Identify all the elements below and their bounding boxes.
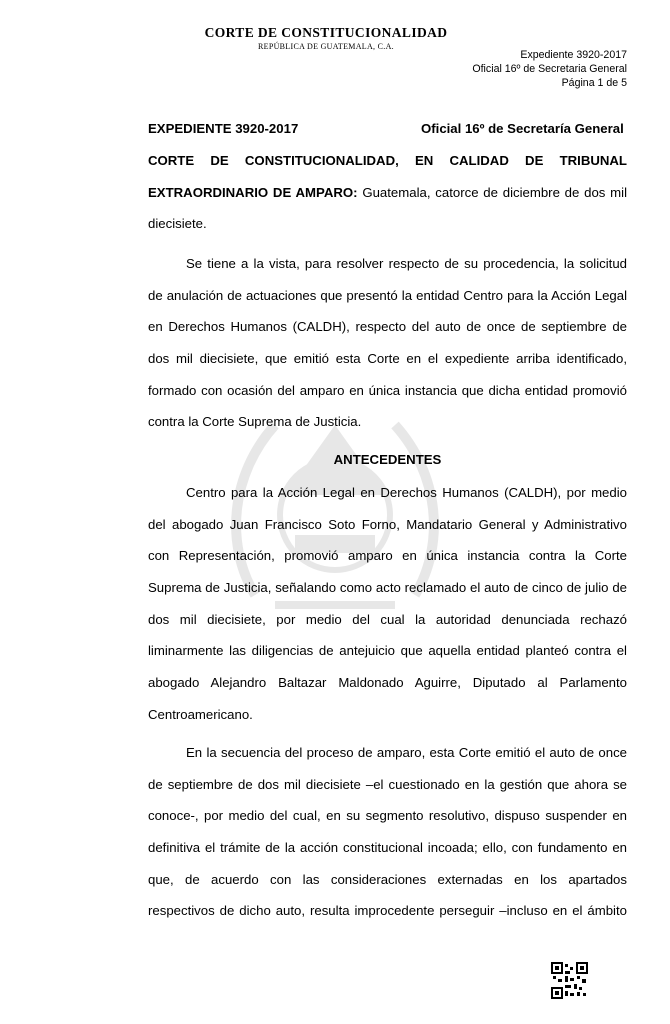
text-line: liminarmente las diligencias de antejuicio que aquella entidad planteó contra el bbox=[148, 643, 627, 659]
text-line: dos mil diecisiete, que emitió esta Corte en el expediente arriba identificado, bbox=[148, 351, 627, 367]
qr-code-icon[interactable] bbox=[551, 962, 588, 999]
text-line: Suprema de Justicia, señalando como acto reclamado el auto de cinco de julio de bbox=[148, 580, 627, 596]
section-title: ANTECEDENTES bbox=[333, 452, 442, 467]
expediente-number: Expediente 3920-2017 bbox=[520, 49, 627, 61]
text-line: con Representación, promovió amparo en única instancia contra la Corte bbox=[148, 548, 627, 564]
intro-rest: Guatemala, catorce de diciembre de dos mil bbox=[357, 184, 627, 200]
paragraph-1 bbox=[148, 248, 627, 438]
intro-paragraph bbox=[148, 145, 627, 240]
paragraph-3 bbox=[148, 737, 627, 927]
text-line: CORTE DE CONSTITUCIONALIDAD, EN CALIDAD DE TRIBUNAL bbox=[148, 153, 627, 168]
page-indicator: Página 1 de 5 bbox=[561, 77, 627, 89]
text-line: Centroamericano. bbox=[148, 706, 253, 722]
text-line: definitiva el trámite de la acción constitucional incoada; ello, con fundamento en bbox=[148, 840, 627, 856]
text-line: en Derechos Humanos (CALDH), respecto del auto de once de septiembre de bbox=[148, 319, 627, 335]
text-line: Se tiene a la vista, para resolver respecto de su procedencia, la solicitud bbox=[186, 256, 627, 271]
text-line: del abogado Juan Francisco Soto Forno, Mandatario General y Administrativo bbox=[148, 516, 627, 532]
court-name: CORTE DE CONSTITUCIONALIDAD bbox=[204, 25, 448, 40]
text-line: de septiembre de dos mil diecisiete –el cuestionado en la gestión que ahora se bbox=[148, 776, 627, 792]
text-line bbox=[148, 177, 627, 209]
country-name: REPÚBLICA DE GUATEMALA, C.A. bbox=[258, 42, 394, 51]
text-line: Centro para la Acción Legal en Derechos Humanos (CALDH), por medio bbox=[186, 485, 627, 500]
text-line: abogado Alejandro Baltazar Maldonado Aguirre, Diputado al Parlamento bbox=[148, 675, 627, 691]
heading-expediente: EXPEDIENTE 3920-2017 bbox=[148, 121, 299, 136]
text-line: formado con ocasión del amparo en única instancia que dicha entidad promovió bbox=[148, 382, 627, 398]
paragraph-2 bbox=[148, 477, 627, 731]
text-line: dos mil diecisiete, por medio del cual la autoridad denunciada rechazó bbox=[148, 611, 627, 627]
document-meta bbox=[472, 48, 627, 90]
text-line: diecisiete. bbox=[148, 216, 207, 232]
text-line: contra la Corte Suprema de Justicia. bbox=[148, 414, 362, 430]
text-line: respectivos de dicho auto, resulta improcedente perseguir –incluso en el ámbito bbox=[148, 903, 627, 919]
text-line: de anulación de actuaciones que presentó la entidad Centro para la Acción Legal bbox=[148, 287, 627, 303]
text-line: En la secuencia del proceso de amparo, esta Corte emitió el auto de once bbox=[186, 745, 627, 760]
intro-bold: EXTRAORDINARIO DE AMPARO: bbox=[148, 184, 358, 200]
heading-oficial: Oficial 16º de Secretaría General bbox=[421, 121, 624, 136]
oficial-label: Oficial 16º de Secretaria General bbox=[472, 63, 627, 75]
heading-row bbox=[148, 121, 628, 136]
text-line: que, de acuerdo con las consideraciones externadas en los apartados bbox=[148, 871, 627, 887]
text-line: conoce-, por medio del cual, en su segmento resolutivo, dispuso suspender en bbox=[148, 808, 627, 824]
